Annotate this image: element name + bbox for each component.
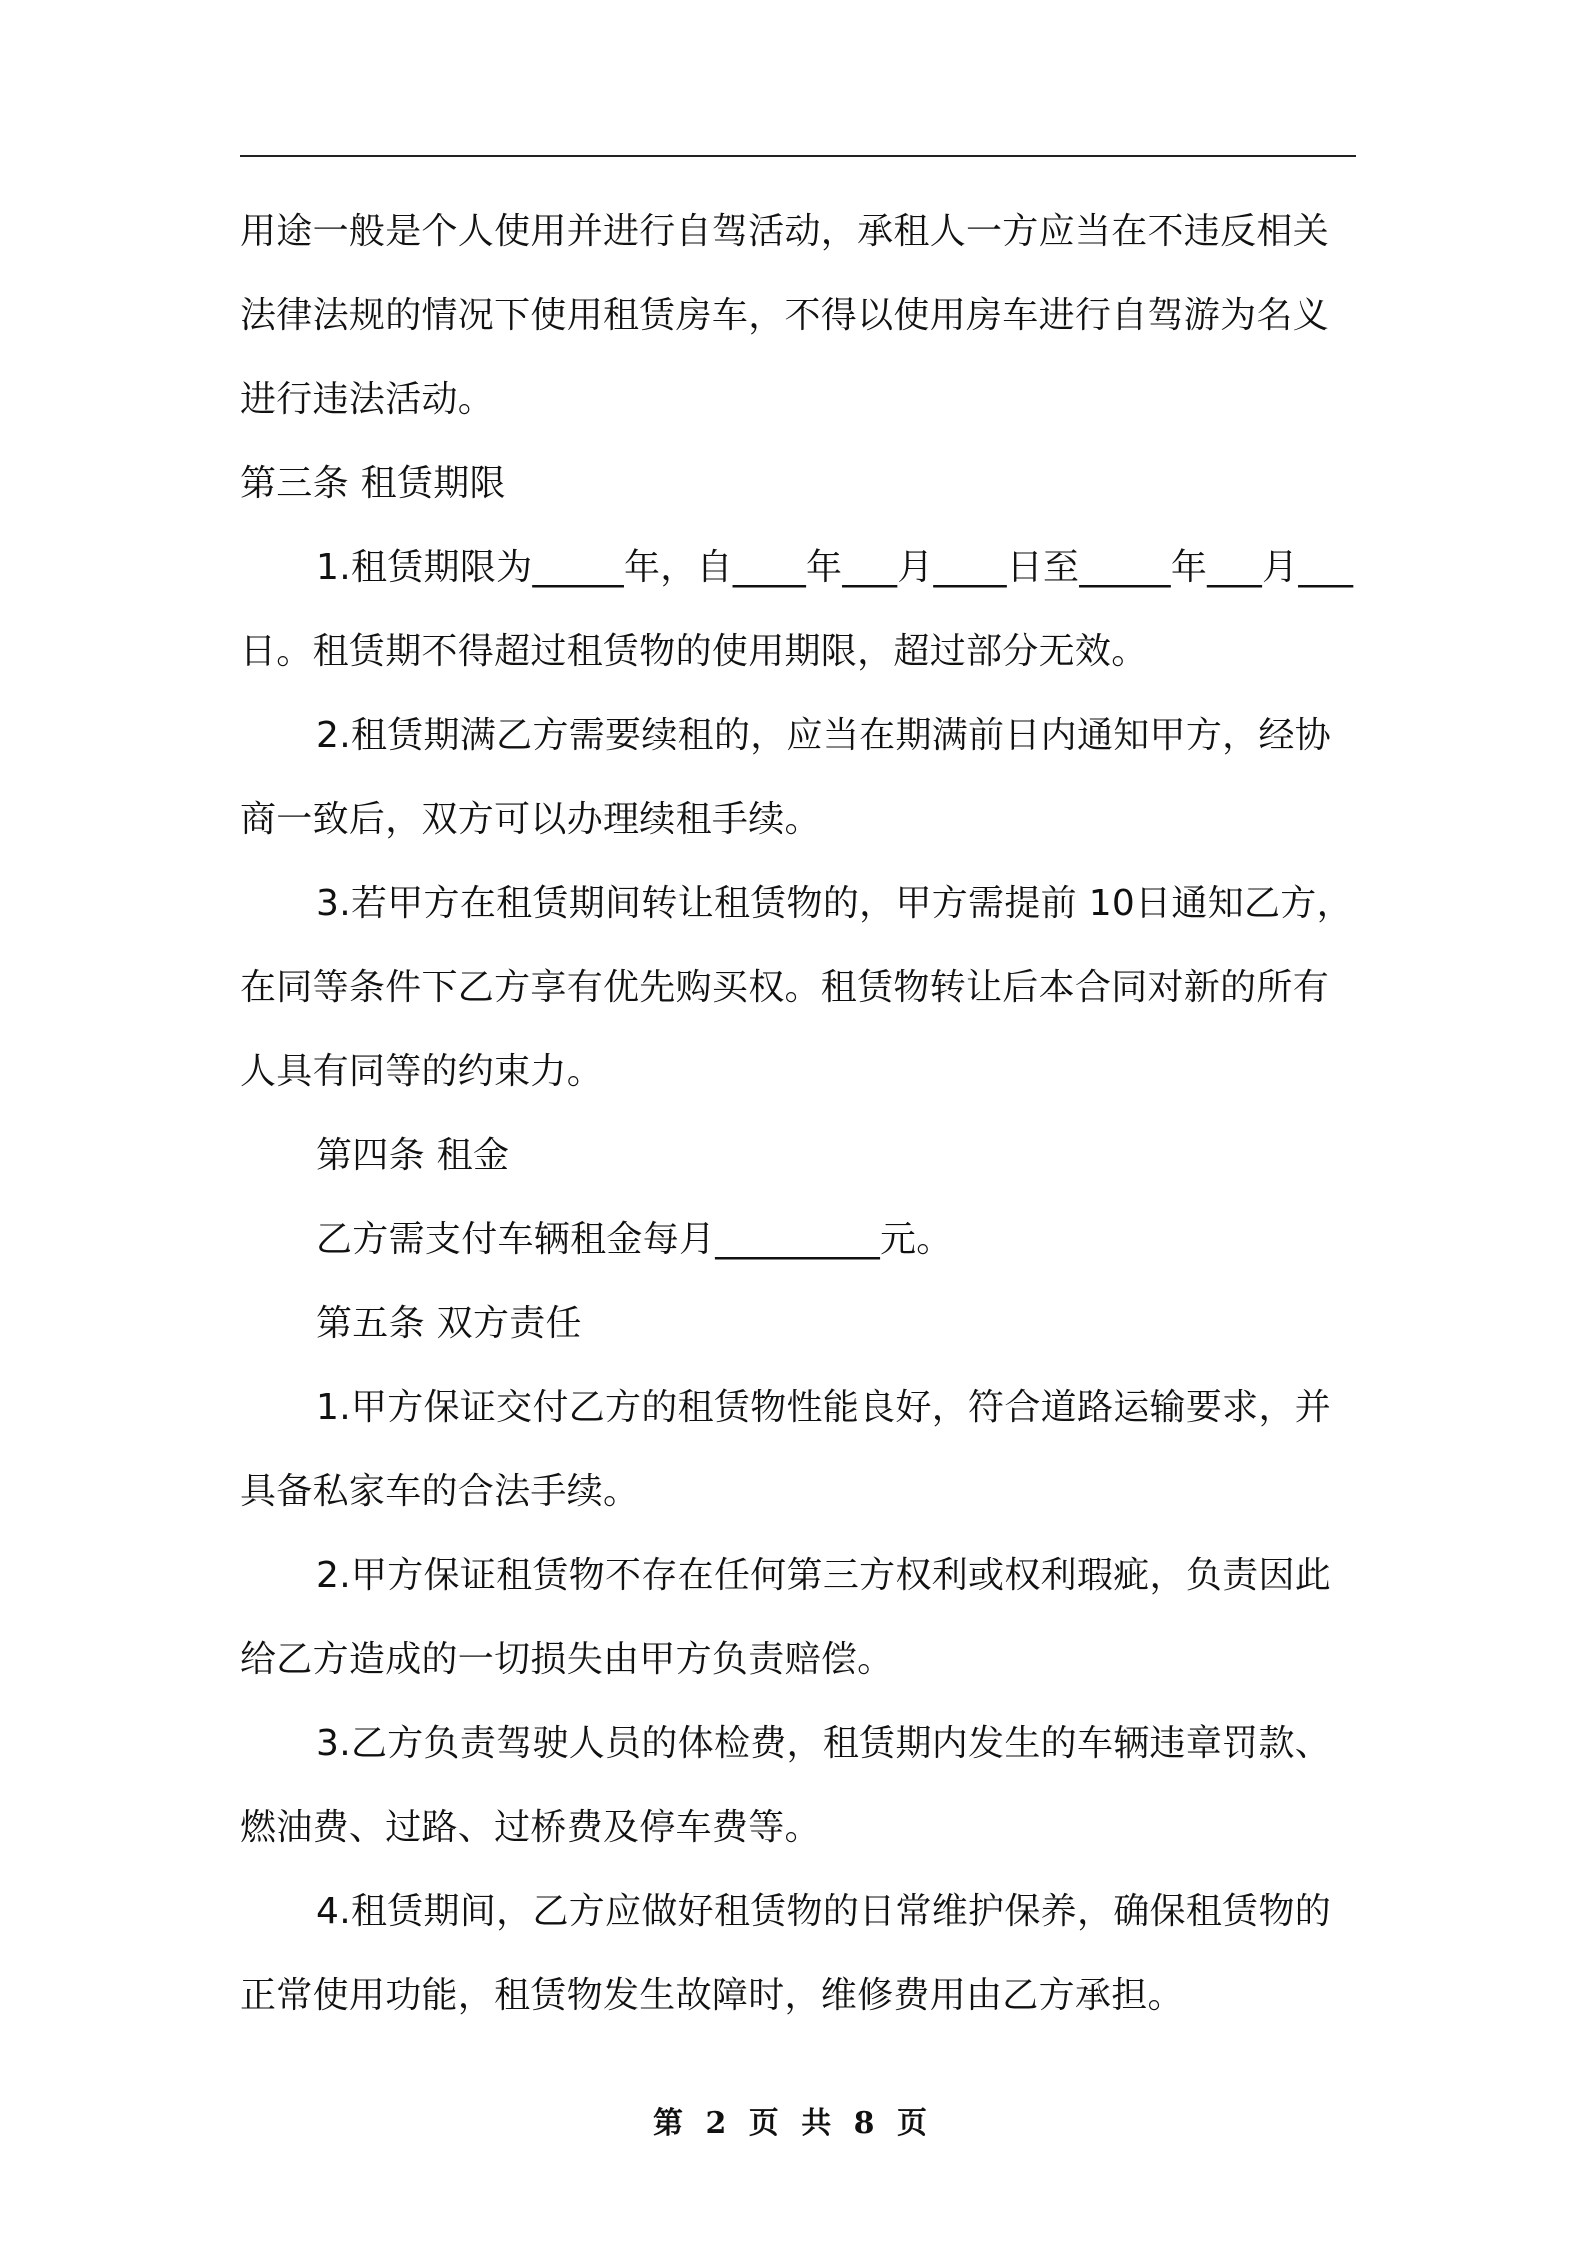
page-number: 第 2 页 共 8 页 (653, 2106, 933, 2141)
paragraph-lease-term-1: 1.租赁期限为_____年，自____年___月____日至_____年___月___日。租赁期不得超过租赁物的使用期限，超过部分无效。 (240, 547, 1354, 672)
paragraph-duty-1: 1.甲方保证交付乙方的租赁物性能良好，符合道路运输要求，并具备私家车的合法手续。 (240, 1387, 1332, 1512)
article-3-heading: 第三条 租赁期限 (240, 463, 506, 504)
paragraph-lease-term-3: 3.若甲方在租赁期间转让租赁物的，甲方需提前 10日通知乙方，在同等条件下乙方享有优先购买权。租赁物转让后本合同对新的所有人具有同等的约束力。 (240, 883, 1353, 1092)
paragraph-duty-3: 3.乙方负责驾驶人员的体检费，租赁期内发生的车辆违章罚款、燃油费、过路、过桥费及停车费等。 (240, 1723, 1332, 1848)
article-4-heading: 第四条 租金 (316, 1135, 510, 1176)
paragraph-duty-4: 4.租赁期间，乙方应做好租赁物的日常维护保养，确保租赁物的正常使用功能，租赁物发生故障时，维修费用由乙方承担。 (240, 1891, 1332, 2016)
document-body (240, 190, 1356, 2038)
paragraph-duty-2: 2.甲方保证租赁物不存在任何第三方权利或权利瑕疵，负责因此给乙方造成的一切损失由甲方负责赔偿。 (240, 1555, 1332, 1680)
paragraph-lease-term-2: 2.租赁期满乙方需要续租的，应当在期满前日内通知甲方，经协商一致后，双方可以办理续租手续。 (240, 715, 1332, 840)
header-rule (240, 155, 1356, 157)
paragraph-rent: 乙方需支付车辆租金每月_________元。 (316, 1219, 953, 1260)
paragraph-usage: 用途一般是个人使用并进行自驾活动，承租人一方应当在不违反相关法律法规的情况下使用租赁房车，不得以使用房车进行自驾游为名义进行违法活动。 (240, 211, 1330, 420)
article-5-heading: 第五条 双方责任 (316, 1303, 582, 1344)
